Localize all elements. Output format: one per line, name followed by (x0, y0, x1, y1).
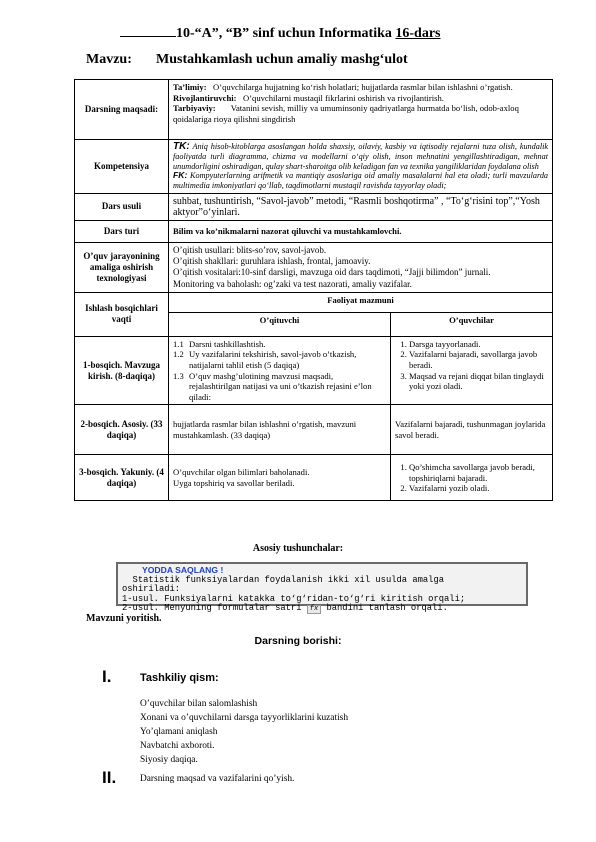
goal-head: Darsning maqsadi: (75, 80, 169, 140)
tools-cell (169, 242, 553, 292)
lesson-title (120, 24, 441, 42)
banner-line: Statistik funksiyalardan foydalanish ikki xil usulda amalga (122, 574, 445, 585)
tools-line: O’qitish shakllari: guruhlara ishlash, frontal, jamoaviy. (173, 256, 371, 267)
stage1-teacher (169, 336, 391, 405)
student-head: O’quvchilar (391, 312, 553, 336)
tools-line: O’qitish vositalari:10-sinf darsligi, mavzuga oid dars taqdimoti, “Jajji bilimdon” jurnali. (173, 267, 491, 278)
banner-title: YODDA SAQLANG ! (142, 565, 224, 575)
fk-text: Kompyuterlarning arifmetik va mantiqiy asoslariga oid amaliy masalalarni hal eta oladi; turli mavzularda multimedia imkoniyatlari qo‘llab, taqdimotlarni mustaqil ravishda tayyorlay oladi; (173, 171, 549, 191)
title-text: 10-“A”, “B” sinf uchun Informatika (176, 26, 396, 41)
explain-heading: Mavzuni yoritish. (86, 613, 162, 624)
table-row-method (75, 193, 553, 220)
section-title-1: Tashkiliy qism: (140, 672, 219, 684)
table-row-stage2 (75, 405, 553, 455)
item-text: O’quv mashg’ulotining mavzusi maqsadi, rejalashtirilgan natijasi va uni o’tkazish rejasini e’lon qiladi: (189, 370, 372, 402)
stage3-head: 3-bosqich. Yakuniy. (4 daqiqa) (75, 455, 169, 501)
item-number: 1.3 (173, 370, 184, 381)
goal-label-1: Ta’limiy: (173, 82, 207, 92)
table-row-goal (75, 80, 553, 140)
section-number-1: I. (102, 667, 112, 686)
banner-text: bandini tanlash orqali. (321, 603, 448, 614)
list-item: 2. Vazifalarni yozib oladi. (409, 483, 548, 494)
topic-label: Mavzu: (86, 52, 132, 67)
table-row-stage3 (75, 455, 553, 501)
organizational-steps (140, 697, 348, 767)
fx-icon: fx (307, 605, 321, 614)
type-text: Bilim va ko’nikmalarni nazorat qiluvchi va mustahkamlovchi. (169, 220, 553, 242)
item-text: Darsni tashkillashtish. (189, 338, 266, 349)
list-item: Xonani va o’quvchilarni darsga tayyorliklarini kuzatish (140, 713, 349, 723)
list-item: O’quvchilar olgan bilimlari baholanadi. (173, 467, 310, 478)
goal-text-2: O’quvchilarni mustaqil fikrlarini oshirish va rivojlantirish. (242, 92, 444, 103)
list-item (173, 339, 386, 350)
table-row-competence (75, 140, 553, 194)
tools-head: O’quv jarayonining amaliga oshirish texnologiyasi (75, 242, 169, 292)
goal-label-2: Rivojlantiruvchi: (173, 92, 237, 103)
table-row-type (75, 220, 553, 242)
stage2-student: Vazifalarni bajaradi, tushunmagan joylarida savol beradi. (391, 405, 553, 455)
banner-line (122, 604, 522, 614)
tools-line: O’qitish usullari: blits-so’rov, savol-javob. (173, 244, 327, 255)
list-item: 3. Maqsad va rejani diqqat bilan tinglaydi yoki yozi oladi. (409, 371, 548, 392)
goal-text-1: O’quvchilarga hujjatning ko‘rish holatlari; hujjatlarda rasmlar bilan ishlashni o’rgatish. (213, 82, 513, 92)
blank-line (120, 24, 176, 37)
list-item: 2. Vazifalarni bajaradi, savollarga javob beradi. (409, 349, 548, 370)
activity-head: Faoliyat mazmuni (169, 292, 553, 312)
item-number: 1.2 (173, 349, 184, 360)
tk-text: Aniq hisob-kitoblarga asoslangan holda shaxsiy, oilaviy, kasbiy va iqtisodiy rejalarni tuza olish, kundalik faoliyatda turli diagramma, chizma va modellarni o‘qiy olish, inson mehnatini yengillashtiradigan, mehnat unumdorligini oshiradigan, qulay shart-sharoitga olib keladigan fan va texnika yangiliklaridan foydalana olish (173, 142, 549, 171)
goal-cell (169, 80, 553, 140)
method-head: Dars usuli (75, 193, 169, 220)
tk-label: TK: (173, 141, 190, 152)
item-text: Uy vazifalarini tekshirish, savol-javob o’tkazish, natijalarni tahlil etish (5 daqiqa) (189, 349, 357, 370)
lesson-plan-table (74, 79, 553, 501)
stage3-student (391, 455, 553, 501)
list-item: Uyga topshiriq va savollar beriladi. (173, 477, 295, 488)
banner-text: 2-usul. Menyuning formulalar satri (122, 603, 307, 614)
remember-banner (116, 562, 528, 614)
type-head: Dars turi (75, 220, 169, 242)
list-item: Siyosiy daqiqa. (140, 755, 198, 765)
list-item: Yo’qlamani aniqlash (140, 727, 218, 737)
section-number-2: II. (102, 768, 117, 787)
goal-label-3: Tarbiyaviy: (173, 103, 216, 114)
list-item (173, 349, 386, 370)
topic-line (86, 52, 408, 68)
table-row-tools (75, 242, 553, 292)
topic-text: Mustahkamlash uchun amaliy mashg‘ulot (156, 52, 408, 67)
fk-label: FK: (173, 170, 188, 181)
stages-head: Ishlash bosqichlari vaqti (75, 292, 169, 336)
concepts-title: Asosiy tushunchalar: (252, 543, 344, 554)
competence-head: Kompetensiya (75, 140, 169, 194)
stage2-teacher: hujjatlarda rasmlar bilan ishlashni o’rgatish, mavzuni mustahkamlash. (33 daqiqa) (169, 405, 391, 455)
table-row-activity-head (75, 292, 553, 312)
goal-text-3: Vatanini sevish, milliy va umuminsoniy qadriyatlarga hurmatda bo‘lish, odob-axloq qoidalariga rioya qilishni singdirish (173, 103, 519, 124)
teacher-head: O’qituvchi (169, 312, 391, 336)
list-item: Navbatchi axboroti. (140, 741, 215, 751)
list-item: 1. Qo’shimcha savollarga javob beradi, topshiriqlarni bajaradi. (409, 462, 548, 483)
list-item: O’quvchilar bilan salomlashish (140, 699, 258, 709)
competence-cell (169, 140, 553, 194)
tools-line: Monitoring va baholash: og’zaki va test nazorati, amaliy vazifalar. (173, 278, 412, 289)
list-item (173, 371, 386, 403)
banner-line: oshiriladi: (122, 584, 181, 595)
stage3-teacher (169, 455, 391, 501)
section-title-2: Darsning maqsad va vazifalarini qo’yish. (140, 774, 295, 784)
lesson-number: 16-dars (395, 26, 441, 41)
stage1-student (391, 336, 553, 405)
table-row-stage1 (75, 336, 553, 405)
stage1-head: 1-bosqich. Mavzuga kirish. (8-daqiqa) (75, 336, 169, 405)
item-number: 1.1 (173, 338, 184, 349)
lesson-flow-heading: Darsning borishi: (254, 635, 342, 647)
list-item: 1. Darsga tayyorlanadi. (409, 339, 548, 350)
stage2-head: 2-bosqich. Asosiy. (33 daqiqa) (75, 405, 169, 455)
method-text: suhbat, tushuntirish, “Savol-javob” metodi, “Rasmli boshqotirma” , “To‘g‘risini top”,“Yosh aktyor”o‘yinlari. (169, 193, 553, 220)
banner-line: 1-usul. Funksiyalarni katakka to‘g‘ridan-to‘g‘ri kiritish orqali; (122, 593, 466, 604)
